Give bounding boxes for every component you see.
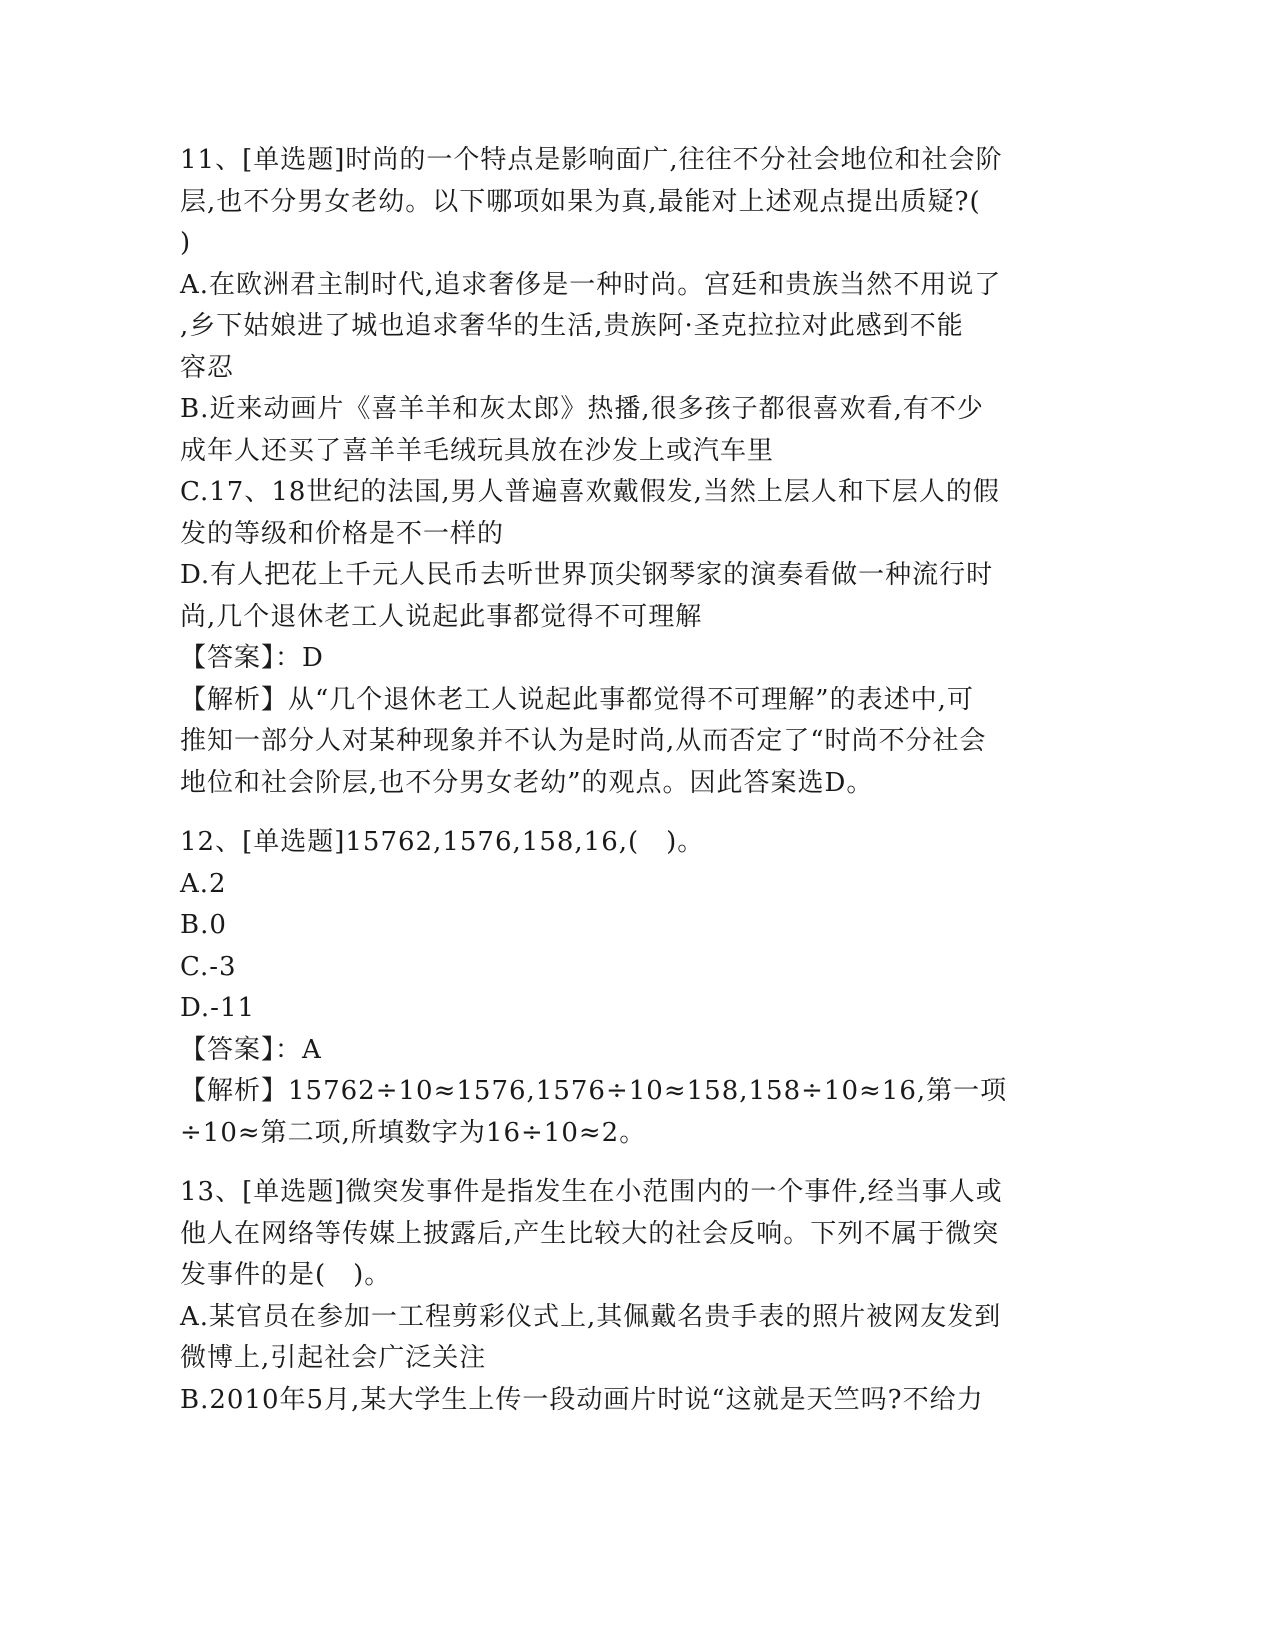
option-line: 发的等级和价格是不一样的 bbox=[180, 518, 505, 549]
option-d bbox=[180, 555, 1040, 638]
answer: 【答案】：A bbox=[180, 1034, 322, 1065]
option-line: 尚,几个退休老工人说起此事都觉得不可理解 bbox=[180, 601, 703, 632]
document-page bbox=[180, 140, 1040, 1421]
question-stem-line: 发事件的是( )。 bbox=[180, 1260, 392, 1290]
option-line: B.2010年5月,某大学生上传一段动画片时说“这就是天竺吗?不给力 bbox=[180, 1384, 984, 1415]
option-d: D.-11 bbox=[180, 993, 256, 1023]
option-line: 容忍 bbox=[180, 352, 235, 383]
question-12 bbox=[180, 822, 1040, 1154]
spacer bbox=[180, 804, 1040, 822]
option-c bbox=[180, 472, 1040, 555]
spacer bbox=[180, 1154, 1040, 1172]
question-stem-line: 层,也不分男女老幼。以下哪项如果为真,最能对上述观点提出质疑?( bbox=[180, 186, 981, 217]
option-a bbox=[180, 265, 1040, 390]
question-13 bbox=[180, 1172, 1040, 1421]
question-stem-line: 12、[单选题]15762,1576,158,16,( )。 bbox=[180, 827, 705, 857]
option-line: ,乡下姑娘进了城也追求奢华的生活,贵族阿·圣克拉拉对此感到不能 bbox=[180, 311, 964, 341]
question-11 bbox=[180, 140, 1040, 804]
analysis-line: 地位和社会阶层,也不分男女老幼”的观点。因此答案选D。 bbox=[180, 767, 874, 798]
analysis-line: 推知一部分人对某种现象并不认为是时尚,从而否定了“时尚不分社会 bbox=[180, 726, 987, 756]
option-a bbox=[180, 1297, 1040, 1380]
option-line: B.近来动画片《喜羊羊和灰太郎》热播,很多孩子都很喜欢看,有不少 bbox=[180, 394, 984, 424]
option-line: A.某官员在参加一工程剪彩仪式上,其佩戴名贵手表的照片被网友发到 bbox=[180, 1301, 1002, 1332]
question-stem-line: 他人在网络等传媒上披露后,产生比较大的社会反响。下列不属于微突 bbox=[180, 1218, 1000, 1249]
option-b bbox=[180, 1380, 1040, 1422]
option-line: D.有人把花上千元人民币去听世界顶尖钢琴家的演奏看做一种流行时 bbox=[180, 560, 994, 590]
question-stem-line: ) bbox=[180, 228, 192, 258]
option-a: A.2 bbox=[180, 868, 227, 899]
analysis bbox=[180, 680, 1040, 805]
option-b bbox=[180, 389, 1040, 472]
question-stem-line: 11、[单选题]时尚的一个特点是影响面广,往往不分社会地位和社会阶 bbox=[180, 145, 1003, 175]
option-b: B.0 bbox=[180, 910, 227, 940]
analysis-line: 【解析】15762÷10≈1576,1576÷10≈158,158÷10≈16,第一项 bbox=[180, 1076, 1008, 1106]
analysis bbox=[180, 1071, 1040, 1154]
option-line: A.在欧洲君主制时代,追求奢侈是一种时尚。宫廷和贵族当然不用说了 bbox=[180, 269, 1002, 300]
option-line: C.17、18世纪的法国,男人普遍喜欢戴假发,当然上层人和下层人的假 bbox=[180, 477, 1000, 507]
option-c: C.-3 bbox=[180, 951, 237, 982]
option-line: 成年人还买了喜羊羊毛绒玩具放在沙发上或汽车里 bbox=[180, 435, 775, 466]
analysis-line: ÷10≈第二项,所填数字为16÷10≈2。 bbox=[180, 1117, 647, 1148]
option-line: 微博上,引起社会广泛关注 bbox=[180, 1343, 487, 1373]
analysis-line: 【解析】从“几个退休老工人说起此事都觉得不可理解”的表述中,可 bbox=[180, 684, 974, 715]
question-stem-line: 13、[单选题]微突发事件是指发生在小范围内的一个事件,经当事人或 bbox=[180, 1177, 1003, 1207]
answer: 【答案】：D bbox=[180, 643, 324, 673]
